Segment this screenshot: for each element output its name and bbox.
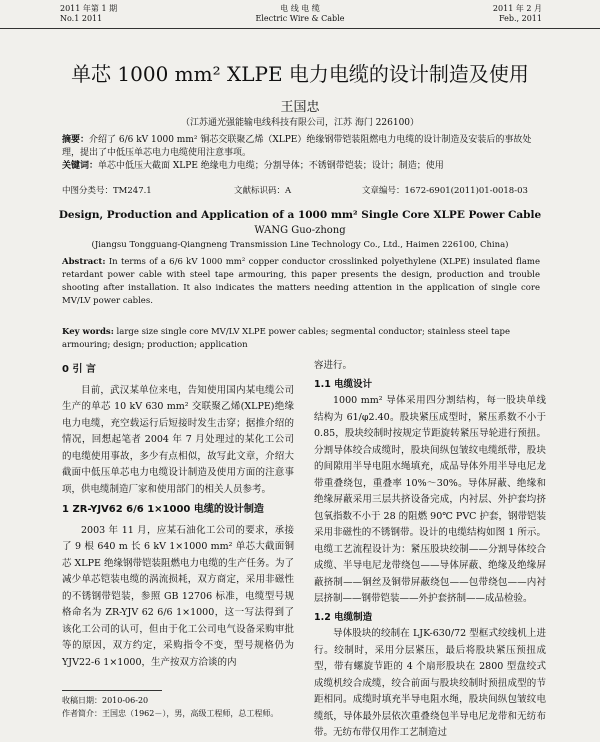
clc-number: 中图分类号：TM247.1 [62,186,152,196]
paragraph: 1000 mm² 导体采用四分割结构，每一股块单线结构为 61/φ2.40。股块紧压成型时，紧压系数不小于 0.85，股块绞制时按规定节距旋转紧压导轮进行预扭。分割导体绞合成缆时，股块间纵包皱纹电缆纸带，股块的间隙用半导电阻水绳填充，成品导体外用半导电尼龙带重叠绕包，重叠率 10%～30%。导体屏蔽、绝缘和绝缘屏蔽采用三层共挤设备完成，内衬层、外护套均挤包氧指数不小于 28 的阻燃 90℃ PVC 护套，钢带铠装采用非磁性的不锈钢带。设计的电缆结构如图 1 所示。电缆工艺流程设计为：紧压股块绞制——分割导体绞合成缆、半导电尼龙带绕包——导体屏蔽、绝缘及绝缘屏蔽挤制——铜丝及铜带屏蔽绕包——包带绕包——内衬层挤制——钢带铠装——外护套挤制——成品检验。 [314,395,546,604]
body-column-left [62,358,294,671]
article-number: 文章编号：1672-6901(2011)01-0018-03 [362,186,528,196]
keywords-en-text: large size single core MV/LV XLPE power cables; segmental conductor; stainless steel tape armouring; design; production; application [62,327,510,350]
abstract-label: 摘要： [62,135,90,145]
footnote [62,694,294,720]
journal-date [493,4,542,24]
abstract-cn [62,134,540,173]
section-heading-design: 1 ZR-YJV62 6/6 1×1000 电缆的设计制造 [62,504,264,515]
keywords-en-label: Key words: [62,327,114,337]
page-header [0,0,600,29]
keywords-label: 关键词： [62,161,99,171]
issue-en: No.1 2011 [60,14,103,23]
journal-name-cn: 电 线 电 缆 [280,4,320,13]
english-title: Design, Production and Application of a 1000 mm² Single Core XLPE Power Cable [58,209,542,221]
document-code: 文献标识码：A [234,186,292,196]
journal-name-en: Electric Wire & Cable [255,14,345,23]
paragraph: 容进行。 [314,360,353,371]
author-name: 王国忠 [280,100,320,115]
paper-title: 单芯 1000 mm² XLPE 电力电缆的设计制造及使用 [71,62,529,86]
english-affiliation: (Jiangsu Tongguang-Qiangneng Transmission Line Technology Co., Ltd., Haimen 226100, China) [91,240,509,250]
author-bio: 作者简介：王国忠（1962－），男，高级工程师，总工程师。 [62,709,279,718]
abstract-en [62,256,540,308]
abstract-text: 介绍了 6/6 kV 1000 mm² 铜芯交联聚乙烯（XLPE）绝缘钢带铠装阻燃电力电缆的设计制造及安装后的事故处理，提出了中低压单芯电力电缆使用注意事项。 [62,135,532,158]
date-en: Feb., 2011 [499,14,542,23]
subsection-heading-manufacture: 1.2 电缆制造 [314,611,373,623]
subsection-heading-design: 1.1 电缆设计 [314,378,373,390]
date-cn: 2011 年 2 月 [492,4,542,13]
issue-cn: 2011 年第 1 期 [60,4,118,13]
author-affiliation: （江苏通光强能输电线科技有限公司，江苏 海门 226100） [180,118,420,128]
body-column-right [314,358,546,742]
keywords-en [62,326,540,352]
footnote-rule [62,690,162,691]
paragraph: 2003 年 11 月，应某石油化工公司的要求，承接了 9 根 640 m 长 6 kV 1×1000 mm² 单芯大截面铜芯 XLPE 绝缘钢带铠装阻燃电力电缆的生产任务。为了减少单芯铠装电缆的涡流损耗，双方商定，采用非磁性的不锈钢带铠装，参照 GB 12706 标准，电缆型号规格命名为 ZR-YJV 62 6/6 1×1000，这一写法得到了该化工公司的认可，但由于化工公司电气设备采购审批等的原因，双方约定，采购指令不变，型号规格仍为 YJV22-6 1×1000，生产按双方洽谈的内 [62,524,294,668]
section-heading-intro: 0 引 言 [62,364,96,375]
keywords-text: 单芯中低压大截面 XLPE 绝缘电力电缆；分割导体；不锈钢带铠装；设计；制造；使用 [98,161,444,171]
abstract-en-label: Abstract: [62,257,106,267]
paragraph: 目前，武汉某单位来电，告知使用国内某电缆公司生产的单芯 10 kV 630 mm² 交联聚乙烯(XLPE)绝缘电力电缆，充空载运行后短接时发生击穿；据推介绍的情况，回想起笔者 2004 年 7 月处理过的某化工公司的电缆使用事故，多少有点相似，故写此文章，介绍大截面中低压单芯电力电缆设计制造及使用方面的注意事项，供电缆制造厂家和使用部门的相关人员参考。 [62,384,294,495]
paragraph: 导体股块的绞制在 LJK-630/72 型框式绞线机上进行。绞制时，采用分层紧压，最后将股块紧压预扭成型，带有螺旋节距的 4 个扇形股块在 2800 型盘绞式成缆机绞合成缆，绞合前面与股块绞制时预扭成型的节距相同。成缆时填充半导电阻水绳，股块间纵包皱纹电缆纸，导体最外层依次重叠绕包半导电尼龙带和无纺布带。无纺布带仅用作工艺制造过 [314,628,546,738]
received-date: 收稿日期：2010-06-20 [62,696,149,705]
abstract-en-text: In terms of a 6/6 kV 1000 mm² copper conductor crosslinked polyethylene (XLPE) insulated flame retardant power cable with steel tape armouring, this paper presents the design, production and trouble shooting after installation. It also indicates the matters needing attention in the application of single core MV/LV power cables. [62,257,540,306]
english-author: WANG Guo-zhong [254,225,346,236]
